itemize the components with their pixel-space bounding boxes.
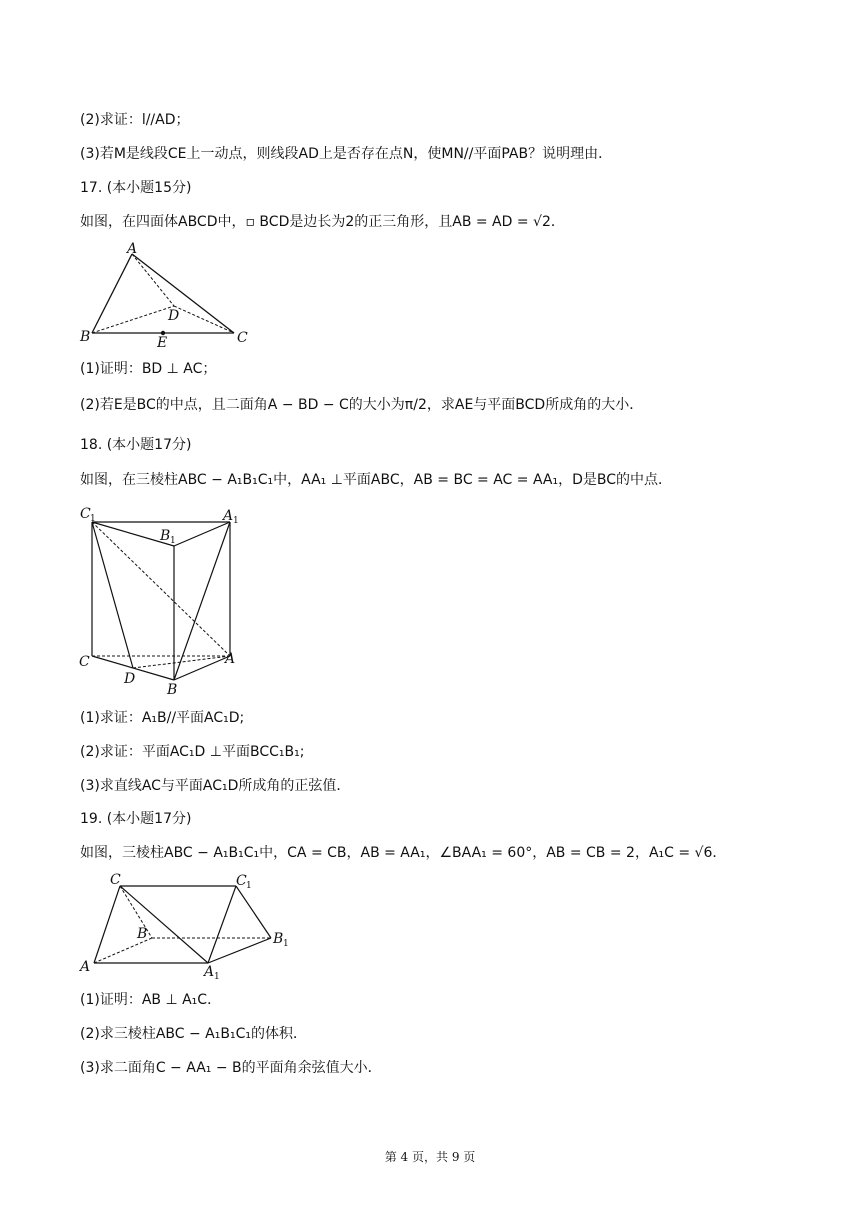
label-A: A [225, 651, 236, 667]
label-C1: C [80, 506, 91, 522]
q17-header: 17. (本小题15分) [80, 180, 192, 196]
label-A: A [80, 959, 91, 975]
figure-prism-19 [76, 868, 296, 980]
svg-text:1: 1 [90, 514, 96, 524]
label-A1: A [223, 508, 234, 524]
label-C: C [79, 654, 90, 670]
label-D: D [124, 671, 136, 687]
svg-text:1: 1 [246, 881, 252, 891]
label-C1: C [236, 873, 247, 889]
page-footer: 第 4 页，共 9 页 [384, 1150, 476, 1164]
label-C: C [110, 872, 121, 888]
label-E: E [157, 335, 168, 351]
svg-text:1: 1 [283, 939, 289, 949]
q19-part2: (2)求三棱柱ABC − A₁B₁C₁的体积． [80, 1026, 307, 1042]
q17-part2: (2)若E是BC的中点，且二面角A − BD − C的大小为π/2，求AE与平面BCD所成角的大小． [80, 397, 644, 413]
q18-part1: (1)求证：A₁B//平面AC₁D; [80, 710, 245, 726]
label-B: B [137, 926, 148, 942]
q18-header: 18. (本小题17分) [80, 437, 192, 453]
q18-stem: 如图，在三棱柱ABC − A₁B₁C₁中，AA₁ ⊥平面ABC，AB = BC = AC = AA₁，D是BC的中点． [80, 472, 673, 488]
label-A: A [127, 241, 138, 257]
label-A1: A [204, 964, 215, 980]
label-C: C [237, 330, 248, 346]
q19-stem: 如图，三棱柱ABC − A₁B₁C₁中，CA = CB，AB = AA₁，∠BAA₁ = 60°，AB = CB = 2，A₁C = √6． [80, 845, 727, 861]
q17-part1: (1)证明：BD ⊥ AC； [80, 361, 217, 377]
figure-tetrahedron-abcd [76, 240, 256, 352]
label-B1: B [160, 528, 171, 544]
q16-part2: (2)求证：l//AD； [80, 112, 190, 128]
q18-part2: (2)求证：平面AC₁D ⊥平面BCC₁B₁; [80, 744, 305, 760]
label-B: B [80, 329, 91, 345]
svg-text:1: 1 [214, 972, 220, 980]
label-B: B [167, 682, 178, 698]
q19-header: 19. (本小题17分) [80, 811, 192, 827]
q19-part3: (3)求二面角C − AA₁ − B的平面角余弦值大小． [80, 1060, 382, 1076]
svg-text:1: 1 [170, 536, 176, 546]
figure-prism-18 [76, 500, 256, 700]
label-B1: B [273, 931, 284, 947]
q17-stem: 如图，在四面体ABCD中，▫ BCD是边长为2的正三角形，且AB = AD = √2． [80, 214, 565, 230]
svg-text:1: 1 [233, 516, 239, 526]
q16-part3: (3)若M是线段CE上一动点，则线段AD上是否存在点N，使MN//平面PAB？说明理由． [80, 146, 613, 162]
q19-part1: (1)证明：AB ⊥ A₁C． [80, 992, 222, 1008]
q18-part3: (3)求直线AC与平面AC₁D所成角的正弦值． [80, 778, 351, 794]
label-D: D [168, 308, 180, 324]
